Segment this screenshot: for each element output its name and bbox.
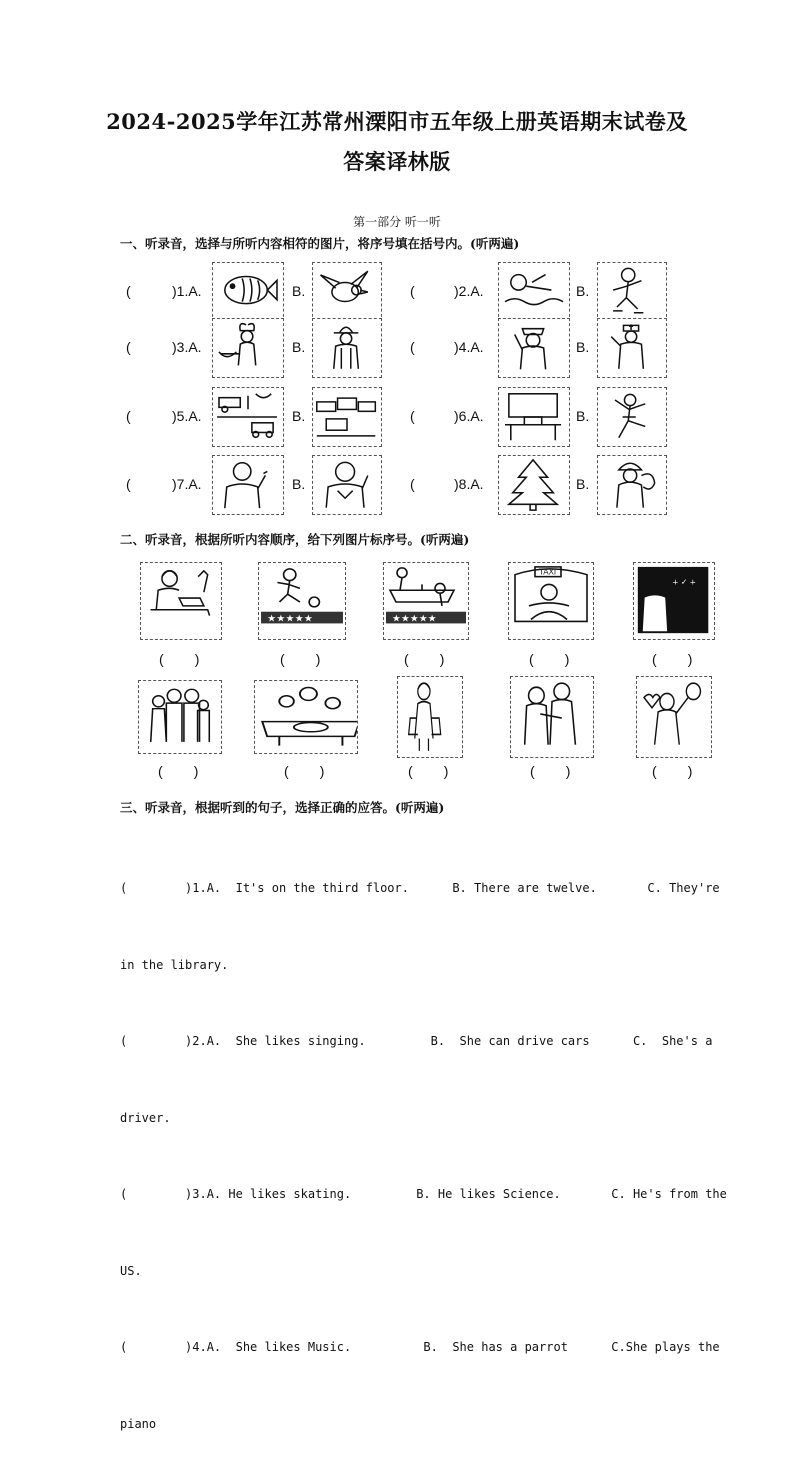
order-answer-blank[interactable]: ( ) [530, 763, 571, 779]
option-b-label: B. [576, 408, 590, 424]
policeman-icon [499, 319, 569, 377]
option-b-label: B. [576, 283, 590, 299]
order-answer-blank[interactable]: ( ) [529, 651, 570, 667]
table-tennis-icon [384, 563, 468, 639]
order-answer-blank[interactable]: ( ) [652, 651, 693, 667]
option-b-label: B. [576, 339, 590, 355]
teacher-blackboard-icon [634, 563, 714, 639]
open-paren: ( [410, 283, 415, 299]
order-answer-blank[interactable]: ( ) [159, 651, 200, 667]
open-paren: ( [126, 408, 131, 424]
classroom-icon [499, 388, 569, 446]
order-answer-blank[interactable]: ( ) [652, 763, 693, 779]
q3-line: ( )3.A. He likes skating. B. He likes Science. C. He's from the [120, 1187, 727, 1201]
boy-thumbs-up-icon [313, 456, 381, 514]
option-a-picture[interactable] [498, 387, 570, 447]
q3-line: piano [120, 1416, 157, 1431]
question-number: )6.A. [454, 408, 484, 424]
skater-icon [598, 263, 666, 321]
svg-text:★★★★★: ★★★★★ [392, 613, 437, 625]
option-b-picture[interactable] [597, 262, 667, 322]
family-icon [139, 681, 221, 753]
section3-questions [120, 825, 727, 1463]
section2-heading: 二、听录音，根据所听内容顺序，给下列图片标序号。(听两遍) [120, 532, 470, 547]
option-b-label: B. [576, 476, 590, 492]
farmer-icon [313, 319, 381, 377]
ordering-picture[interactable] [510, 676, 594, 758]
boy-football-icon [259, 563, 345, 639]
q3-line: ( )2.A. She likes singing. B. She can drive cars C. She's a [120, 1034, 713, 1048]
option-a-picture[interactable] [212, 262, 284, 322]
open-paren: ( [410, 476, 415, 492]
cook-icon [213, 319, 283, 377]
option-a-picture[interactable] [212, 455, 284, 515]
girl-ball-icon [637, 677, 711, 757]
ordering-picture[interactable] [383, 562, 469, 640]
svg-text:+ ✓ +: + ✓ + [672, 577, 697, 587]
question-number: )4.A. [454, 339, 484, 355]
girl-reading-icon [141, 563, 221, 639]
option-a-picture[interactable] [498, 455, 570, 515]
order-answer-blank[interactable]: ( ) [280, 651, 321, 667]
shopping-girl-icon [398, 677, 462, 757]
family-dinner-icon [255, 681, 357, 753]
page-title-line1: 2024-2025学年江苏常州溧阳市五年级上册英语期末试卷及 [106, 109, 688, 134]
option-b-picture[interactable] [312, 387, 382, 447]
ordering-picture[interactable] [633, 562, 715, 640]
ordering-picture[interactable] [140, 562, 222, 640]
order-answer-blank[interactable]: ( ) [408, 763, 449, 779]
traffic-jam-icon [313, 388, 381, 446]
q3-line: ( )4.A. She likes Music. B. She has a parrot C.She plays the [120, 1340, 720, 1354]
page-title-line2: 答案译林版 [343, 149, 451, 174]
option-a-picture[interactable] [212, 387, 284, 447]
option-a-picture[interactable] [212, 318, 284, 378]
open-paren: ( [126, 339, 131, 355]
option-b-label: B. [292, 283, 306, 299]
question-number: )3.A. [172, 339, 202, 355]
order-answer-blank[interactable]: ( ) [158, 763, 199, 779]
question-number: )8.A. [454, 476, 484, 492]
q3-line: US. [120, 1263, 142, 1278]
ordering-picture[interactable] [397, 676, 463, 758]
question-number: )5.A. [172, 408, 202, 424]
svg-text:TAXI: TAXI [539, 567, 557, 577]
option-b-label: B. [292, 476, 306, 492]
svg-text:★★★★★: ★★★★★ [267, 613, 314, 625]
street-cars-icon [213, 388, 283, 446]
q3-line: ( )1.A. It's on the third floor. B. There are twelve. C. They're [120, 881, 720, 895]
option-b-picture[interactable] [312, 262, 382, 322]
santa-icon [598, 456, 666, 514]
option-b-picture[interactable] [597, 387, 667, 447]
open-paren: ( [126, 283, 131, 299]
option-b-picture[interactable] [597, 455, 667, 515]
open-paren: ( [410, 408, 415, 424]
option-b-label: B. [292, 408, 306, 424]
q3-line: driver. [120, 1110, 171, 1125]
ordering-picture[interactable] [508, 562, 594, 640]
hugging-kids-icon [511, 677, 593, 757]
christmas-tree-icon [499, 456, 569, 514]
question-number: )7.A. [172, 476, 202, 492]
section3-heading: 三、听录音，根据听到的句子，选择正确的应答。(听两遍) [120, 800, 445, 815]
dancer-icon [598, 388, 666, 446]
section1-heading: 一、听录音，选择与所听内容相符的图片，将序号填在括号内。(听两遍) [120, 236, 520, 251]
ordering-picture[interactable] [138, 680, 222, 754]
option-a-picture[interactable] [498, 262, 570, 322]
swimmer-icon [499, 263, 569, 321]
ordering-picture[interactable] [636, 676, 712, 758]
fish-icon [213, 263, 283, 321]
order-answer-blank[interactable]: ( ) [404, 651, 445, 667]
order-answer-blank[interactable]: ( ) [284, 763, 325, 779]
ordering-picture[interactable] [258, 562, 346, 640]
ordering-picture[interactable] [254, 680, 358, 754]
part-one-title: 第一部分 听一听 [353, 215, 441, 229]
option-b-picture[interactable] [597, 318, 667, 378]
question-number: )1.A. [172, 283, 202, 299]
nurse-icon [598, 319, 666, 377]
open-paren: ( [126, 476, 131, 492]
open-paren: ( [410, 339, 415, 355]
q3-line: in the library. [120, 957, 229, 972]
taxi-driver-icon [509, 563, 593, 639]
man-thumbs-up-icon [213, 456, 283, 514]
option-b-picture[interactable] [312, 318, 382, 378]
bird-icon [313, 263, 381, 321]
question-number: )2.A. [454, 283, 484, 299]
option-b-label: B. [292, 339, 306, 355]
option-b-picture[interactable] [312, 455, 382, 515]
option-a-picture[interactable] [498, 318, 570, 378]
